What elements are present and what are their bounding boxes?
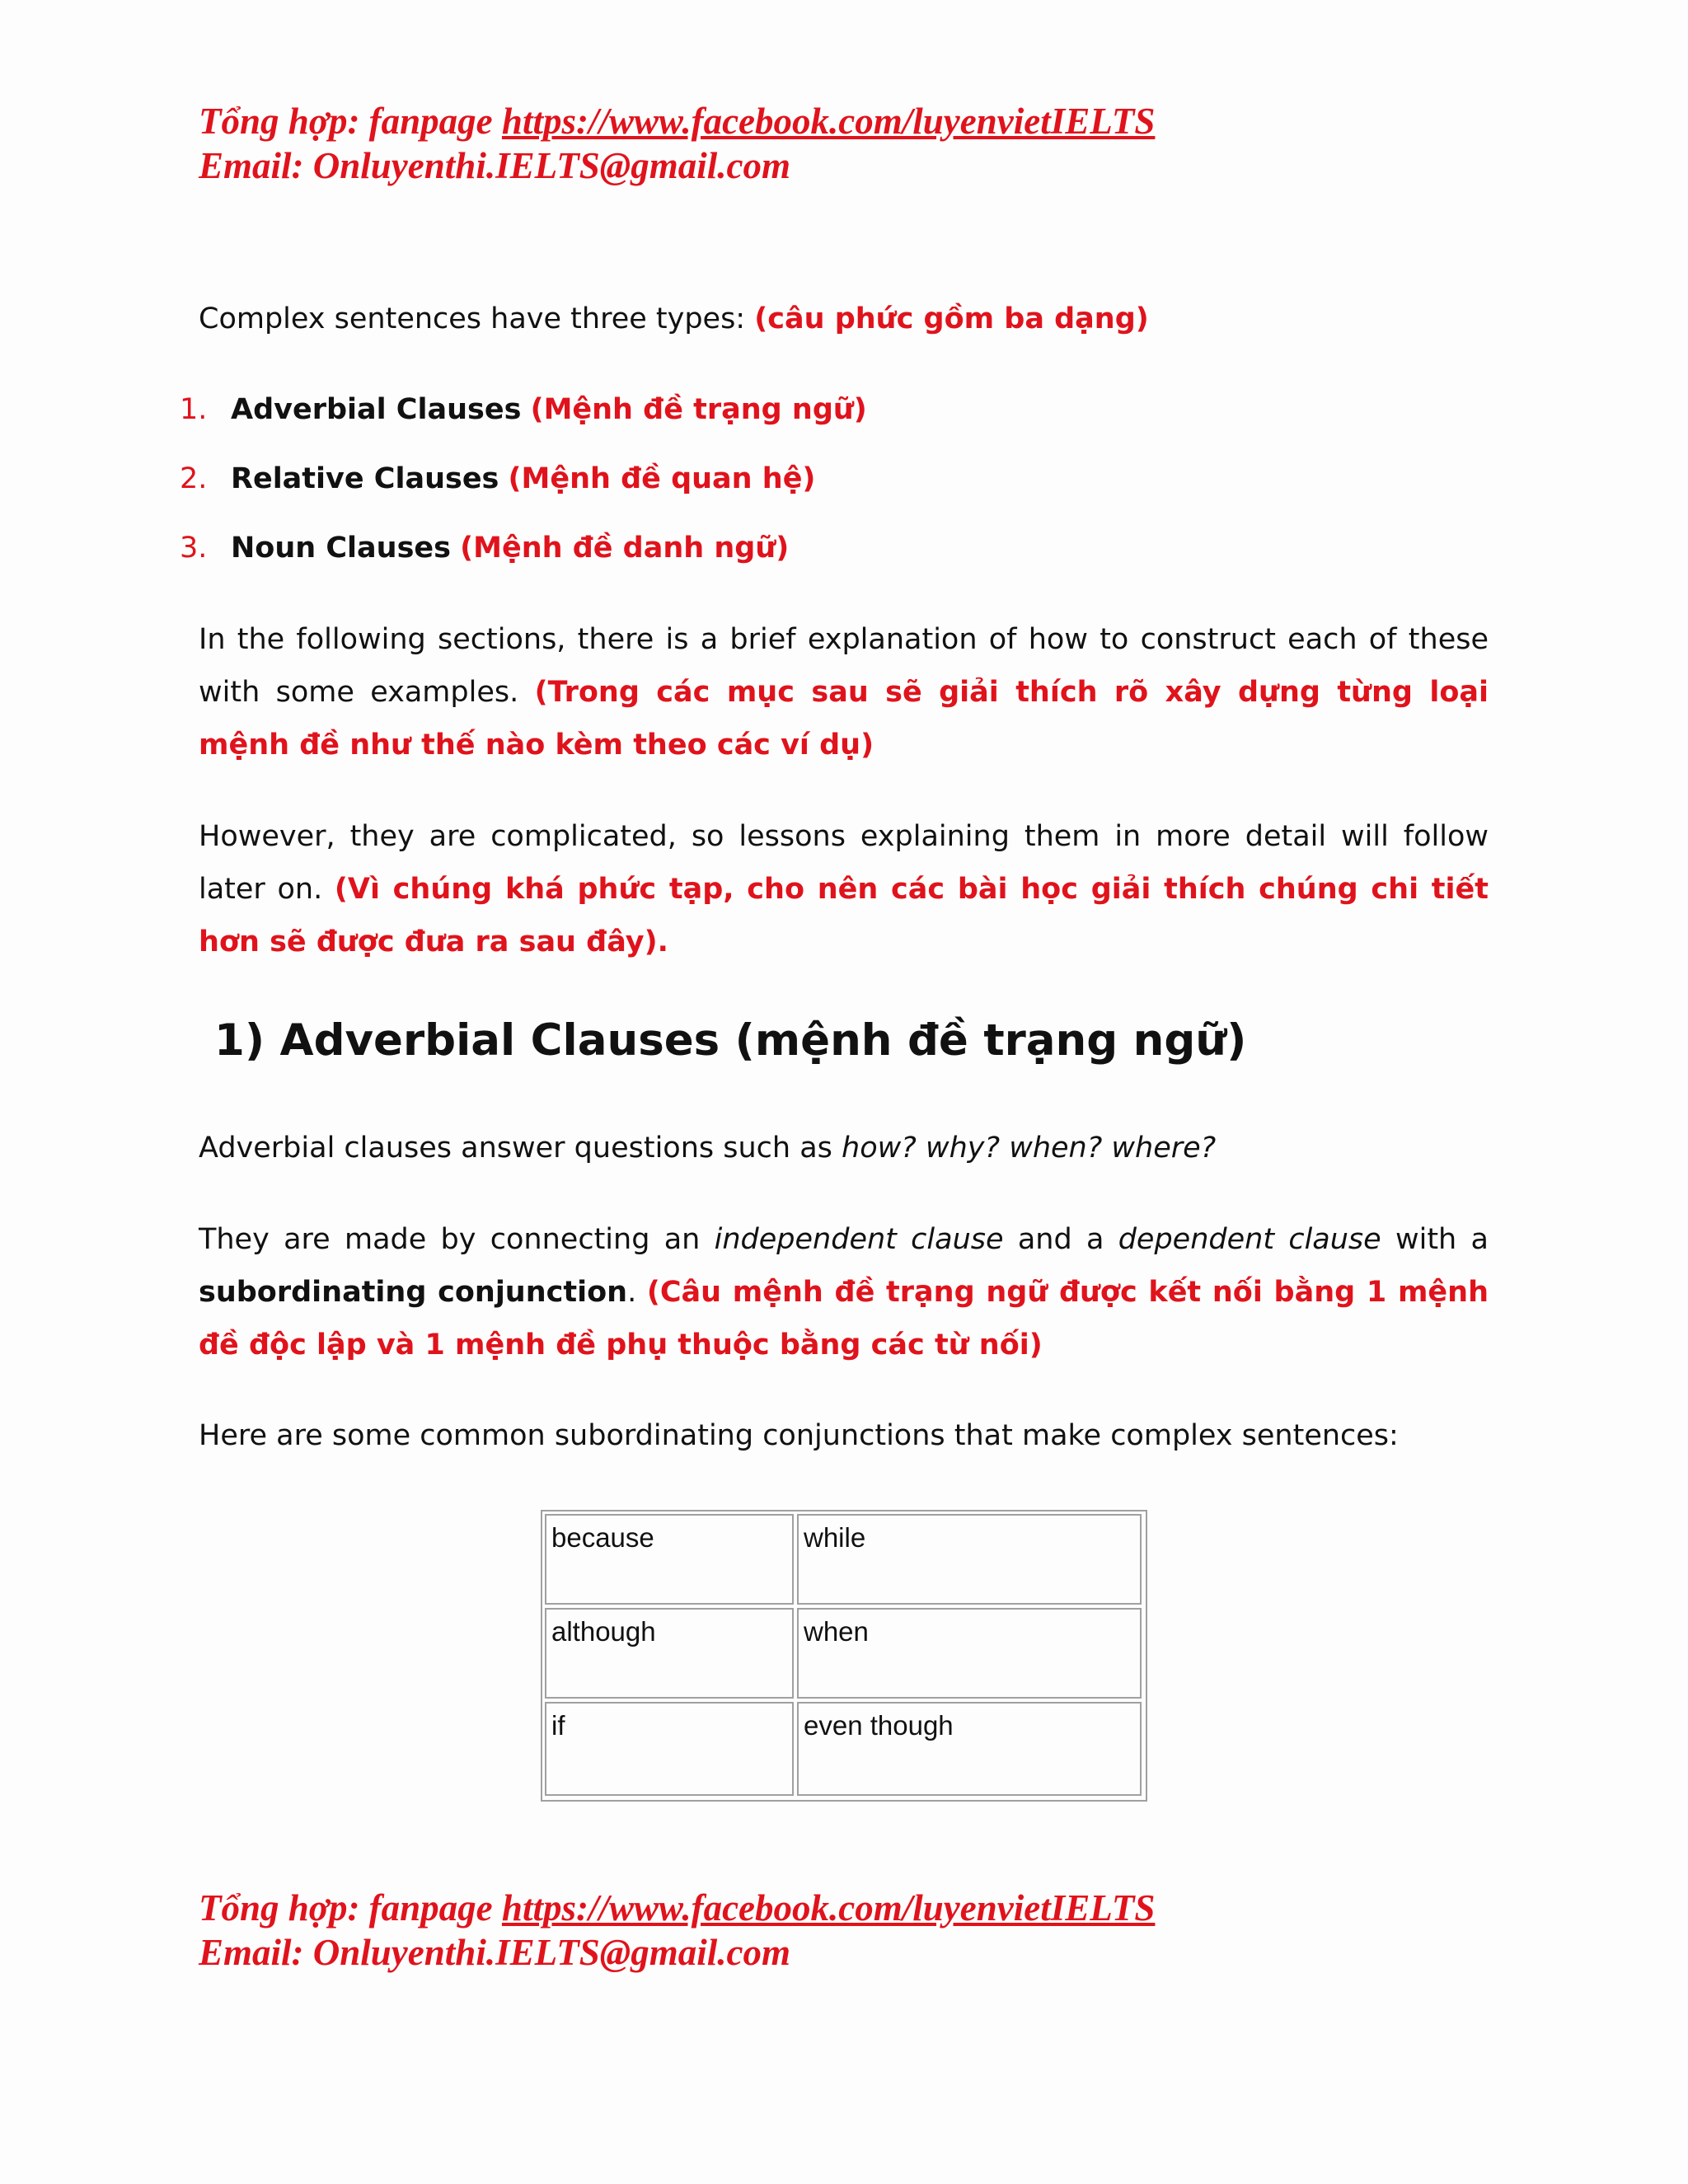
facebook-link[interactable]: https://www.facebook.com/luyenvietIELTS: [501, 101, 1156, 142]
connecting-paragraph: They are made by connecting an independent clause and a dependent clause with a subordinating conjunction. (Câu mệnh đề trạng ngữ được kết nối bằng 1 mệnh đề độc lập và 1 mệnh đề phụ thuộc bằng các từ nối): [199, 1223, 1489, 1361]
table-cell: while: [797, 1514, 1142, 1605]
sections-paragraph: In the following sections, there is a brief explanation of how to construct each of these with some examples. (Trong các mục sau sẽ giải thích rõ xây dựng từng loại mệnh đề như thế nào kèm theo các ví dụ): [199, 623, 1489, 762]
list-item-noun: 3. Noun Clauses (Mệnh đề danh ngữ): [180, 532, 790, 565]
credit-email-line: Email: Onluyenthi.IELTS@gmail.com: [199, 145, 790, 186]
list-item-adverbial: 1. Adverbial Clauses (Mệnh đề trạng ngữ): [180, 393, 867, 426]
common-conjunctions-paragraph: Here are some common subordinating conjunctions that make complex sentences:: [199, 1419, 1399, 1452]
table-cell: when: [797, 1608, 1142, 1699]
table-cell: because: [545, 1514, 794, 1605]
credit-footer: [199, 1886, 1155, 1975]
facebook-link[interactable]: https://www.facebook.com/luyenvietIELTS: [501, 1887, 1156, 1929]
intro-paragraph: Complex sentences have three types: (câu phức gồm ba dạng): [199, 302, 1149, 335]
conjunctions-table: [541, 1510, 1147, 1802]
credit-header: [199, 99, 1155, 188]
list-item-relative: 2. Relative Clauses (Mệnh đề quan hệ): [180, 462, 816, 495]
credit-fanpage-line: Tổng hợp: fanpage https://www.facebook.com/luyenvietIELTS: [199, 1887, 1156, 1929]
complicated-paragraph: However, they are complicated, so lessons explaining them in more detail will follow later on. (Vì chúng khá phức tạp, cho nên các bài học giải thích chúng chi tiết hơn sẽ được đưa ra sau đây).: [199, 820, 1489, 958]
section-heading: 1) Adverbial Clauses (mệnh đề trạng ngữ): [214, 1015, 1247, 1066]
adverbial-questions-paragraph: Adverbial clauses answer questions such as how? why? when? where?: [199, 1132, 1217, 1165]
table-cell: if: [545, 1702, 794, 1796]
credit-email-line: Email: Onluyenthi.IELTS@gmail.com: [199, 1932, 790, 1973]
table-cell: although: [545, 1608, 794, 1699]
credit-fanpage-line: Tổng hợp: fanpage https://www.facebook.com/luyenvietIELTS: [199, 101, 1156, 142]
table-cell: even though: [797, 1702, 1142, 1796]
